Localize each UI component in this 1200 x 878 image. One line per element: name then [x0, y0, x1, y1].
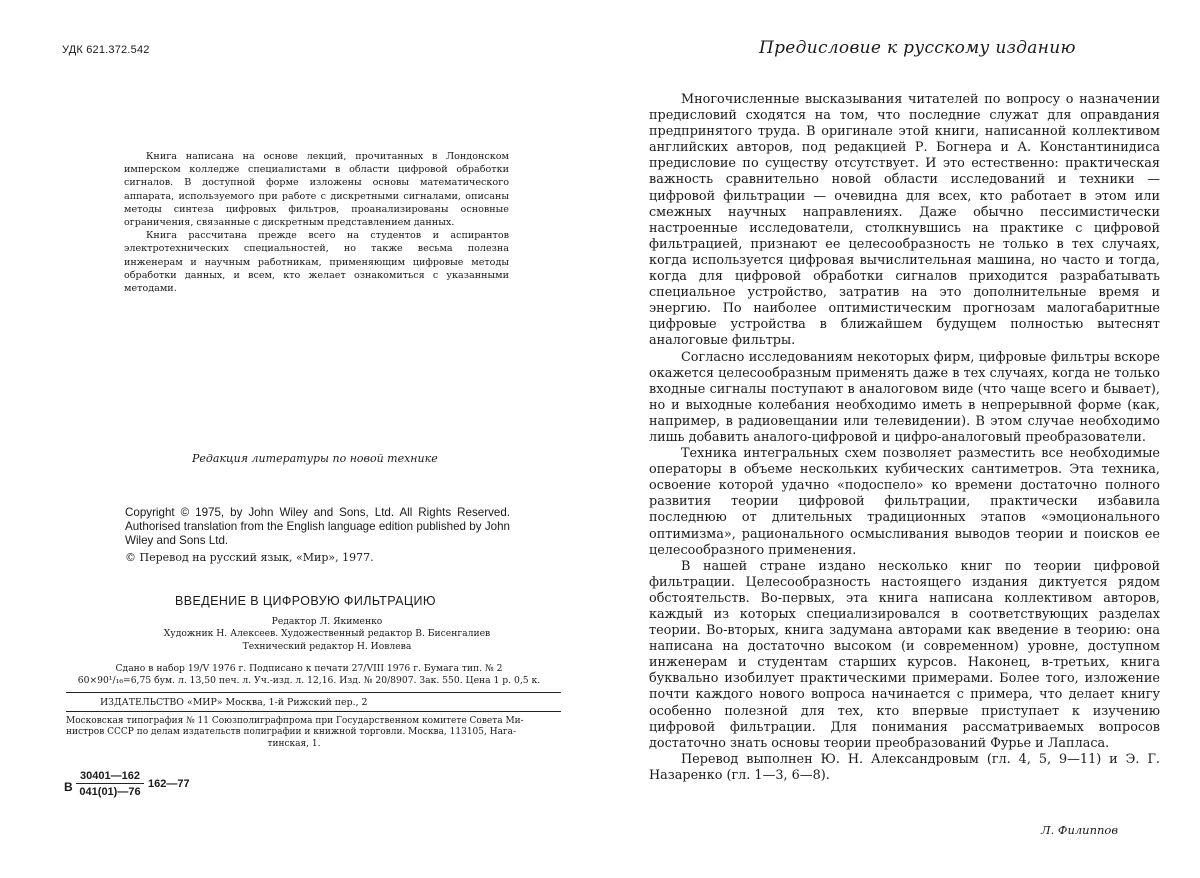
- credit-line: Художник Н. Алексеев. Художественный редактор В. Бисенгалиев: [163, 628, 491, 640]
- annotation-paragraph: Книга написана на основе лекций, прочитанных в Лондонском имперском колледже специалистами в области цифровой обработки сигналов. В доступной форме изложены основы математического аппарата, используемого при работе с дискретными сигналами, описаны методы синтеза цифровых фильтров, проанализированы основные ограничения, связанные с дискретным представлением данных.: [124, 151, 509, 229]
- annotation: [124, 150, 509, 295]
- copyright-block: [125, 506, 510, 565]
- printer-line: Московская типография № 11 Союзполиграфпрома при Государственном комитете Совета Ми-: [66, 716, 524, 726]
- credits: [112, 616, 542, 653]
- copyright-text: Copyright © 1975, by John Wiley and Sons, Ltd. All Rights Reserved. Authorised translation from the English language edition published by John Wiley and Sons Ltd.: [125, 506, 510, 547]
- index-numerator: 30401—162: [76, 770, 144, 784]
- printer-line: тинская, 1.: [267, 738, 321, 749]
- udk-code: УДК 621.372.542: [62, 44, 150, 56]
- divider: [66, 711, 561, 712]
- preface-title: Предисловие к русскому изданию: [759, 38, 1076, 58]
- signature: Л. Филиппов: [1041, 823, 1119, 837]
- preface-paragraph: В нашей стране издано несколько книг по теории цифровой фильтрации. Целесообразность настоящего издания диктуется рядом обстоятельств. Во-первых, эта книга написана коллективом авторов, каждый из которых специализировался в соответствующих разделах теории. Во-вторых, книга задумана авторами как введение в теорию: она написана на достаточно высоком (и современном) уровне, доступном инженерам и студентам старших курсов. Наконец, в-третьих, книга буквально изобилует практическими примерами. Более того, изложение почти каждого нового вопроса начинается с примера, что делает книгу особенно полезной для тех, кто впервые приступает к изучению цифровой фильтрации. Для понимания рассматриваемых вопросов достаточно знать основы теории преобразований Фурье и Лапласа.: [649, 558, 1160, 751]
- preface-paragraph: Согласно исследованиям некоторых фирм, цифровые фильтры вскоре окажется целесообразным применять даже в тех случаях, когда не только входные сигналы поступают в аналоговом виде (что чаще всего и бывает), но и выходные колебания необходимо иметь в непрерывной форме (как, например, в радиовещании или телевидении). В этом случае необходимо лишь добавить аналого-цифровой и цифро-аналоговый преобразователи.: [649, 349, 1160, 445]
- divider: [66, 692, 561, 693]
- index-suffix: 162—77: [148, 778, 190, 790]
- preface-body: [649, 92, 1160, 784]
- publication-info: [74, 663, 544, 686]
- book-title: ВВЕДЕНИЕ В ЦИФРОВУЮ ФИЛЬТРАЦИЮ: [175, 594, 436, 608]
- publisher: ИЗДАТЕЛЬСТВО «МИР» Москва, 1-й Рижский пер., 2: [100, 697, 368, 708]
- preface-paragraph: Техника интегральных схем позволяет разместить все необходимые операторы в объеме нескольких кубических сантиметров. Эта техника, освоение которой удачно «подоспело» ко времени достаточно полного развития теории цифровой фильтрации, практически избавила последнюю от длительных традиционных этапов «эмоционального оптимизма», рационального осмысливания выводов теории и поисков ее целесообразного применения.: [649, 446, 1160, 558]
- credit-line: Технический редактор Н. Иовлева: [242, 640, 412, 652]
- preface-paragraph: Многочисленные высказывания читателей по вопросу о назначении предисловий сходятся на том, что последние служат для оправдания предпринятого труда. В оригинале этой книги, написанной коллективом английских авторов, под редакцией Р. Богнера и А. Константинидиса предисловие по существу отсутствует. И это естественно: практическая важность сравнительно новой области исследований и техники — цифровой фильтрации — очевидна для всех, кто работает в этом или смежных научных направлениях. Даже обычно пессимистически настроенные исследователи, столкнувшись на практике с цифровой фильтрацией, признают ее целесообразность не только в тех случаях, когда используется цифровая вычислительная машина, но часто и тогда, когда для цифровой обработки сигналов приходится разрабатывать специальное устройство, затратив на это дополнительные время и энергию. По наиболее оптимистическим прогнозам малогабаритные цифровые устройства в ближайшем будущем полностью вытеснят аналоговые фильтры.: [649, 92, 1160, 349]
- pub-info-line: 60×90¹/₁₆=6,75 бум. л. 13,50 печ. л. Уч.-изд. л. 12,16. Изд. № 20/8907. Зак. 550. Цена 1 р. 0,5 к.: [77, 674, 541, 686]
- translation-copyright: © Перевод на русский язык, «Мир», 1977.: [125, 551, 374, 564]
- pub-info-line: Сдано в набор 19/V 1976 г. Подписано к печати 27/VIII 1976 г. Бумага тип. № 2: [115, 663, 503, 674]
- preface-paragraph: Перевод выполнен Ю. Н. Александровым (гл. 4, 5, 9—11) и Э. Г. Назаренко (гл. 1—3, 6—8).: [649, 751, 1160, 783]
- index-fraction: [76, 770, 144, 798]
- annotation-paragraph: Книга рассчитана прежде всего на студентов и аспирантов электротехнических специальностей, но также весьма полезна инженерам и научным работникам, применяющим цифровые методы обработки данных, и всем, кто желает ознакомиться с указанными методами.: [124, 230, 509, 295]
- index-letter: В: [64, 780, 73, 794]
- right-page: [600, 0, 1200, 878]
- editorial-office: Редакция литературы по новой технике: [192, 452, 438, 465]
- printer-line: нистров СССР по делам издательств полиграфии и книжной торговли. Москва, 113105, Нага-: [66, 727, 517, 738]
- printer-info: [66, 716, 562, 750]
- credit-line: Редактор Л. Якименко: [271, 616, 383, 627]
- index-denominator: 041(01)—76: [79, 786, 141, 798]
